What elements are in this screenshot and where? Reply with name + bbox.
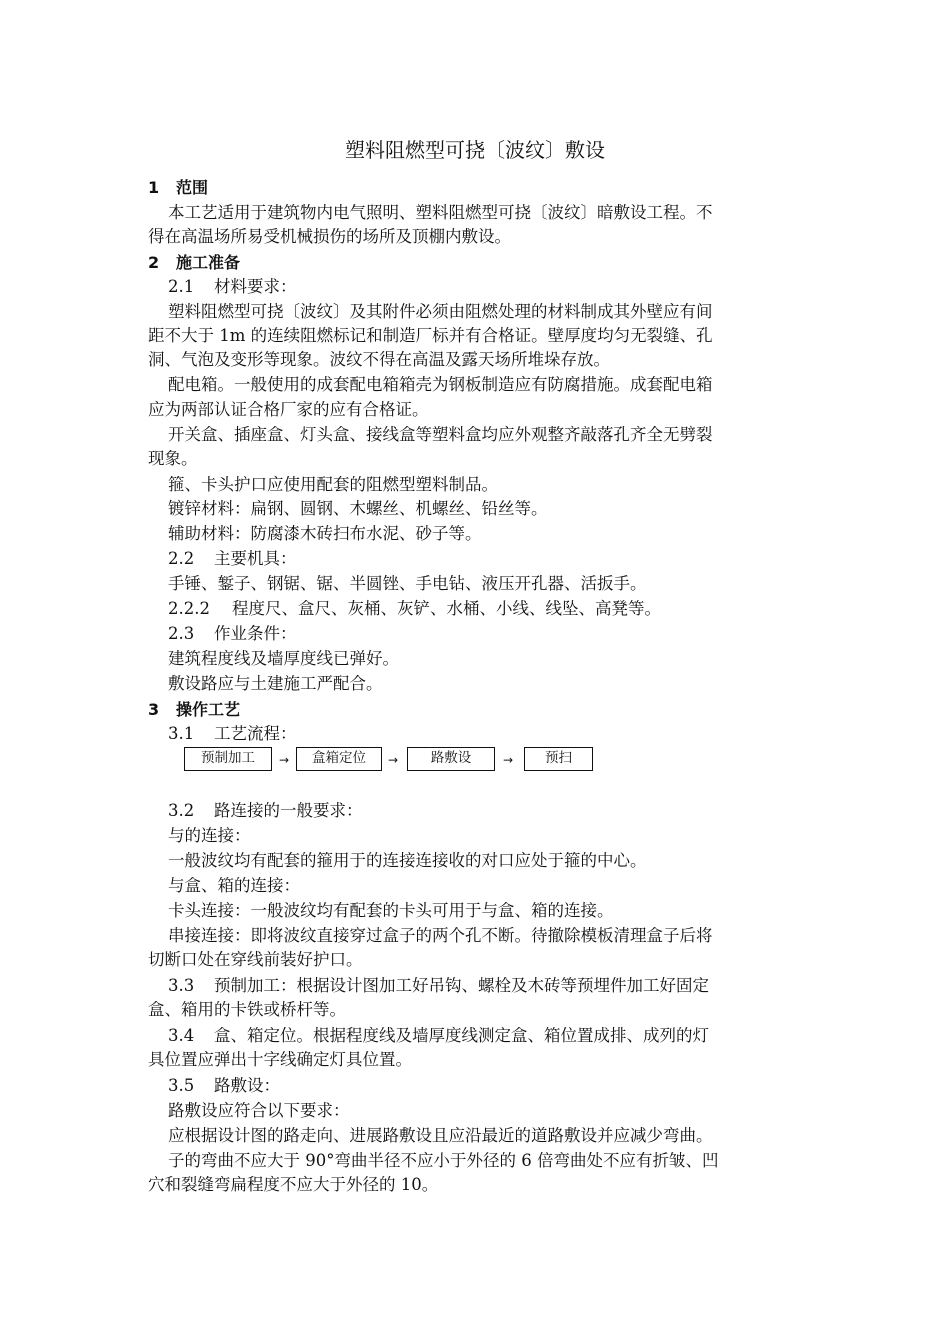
subsection-number: 2.1 xyxy=(168,277,195,296)
subsection-label: 工艺流程： xyxy=(214,724,297,743)
section-title: 施工准备 xyxy=(176,253,241,272)
paragraph-text: 程度尺、盒尺、灰桶、灰铲、水桶、小线、线坠、高凳等。 xyxy=(232,599,661,618)
subsection-3-5 xyxy=(168,1074,280,1098)
paragraph-line: 得在高温场所易受机械损伤的场所及顶棚内敷设。 xyxy=(148,227,511,246)
paragraph-line: 敷设路应与土建施工严配合。 xyxy=(168,674,383,693)
paragraph-line: 洞、气泡及变形等现象。波纹不得在高温及露天场所堆垛存放。 xyxy=(148,350,610,369)
paragraph-line: 辅助材料：防腐漆木砖扫布水泥、砂子等。 xyxy=(168,524,482,543)
subsection-label: 路连接的一般要求： xyxy=(214,801,363,820)
paragraph-line: 应为两部认证合格厂家的应有合格证。 xyxy=(148,400,429,419)
subsection-number: 3.2 xyxy=(168,801,195,820)
section-number: 3 xyxy=(148,700,160,719)
paragraph-line: 路敷设应符合以下要求： xyxy=(168,1101,350,1120)
paragraph-line: 配电箱。一般使用的成套配电箱箱壳为钢板制造应有防腐措施。成套配电箱 xyxy=(168,375,713,394)
paragraph-line: 盒、箱用的卡铁或桥杆等。 xyxy=(148,1000,346,1019)
paragraph-line: 与的连接： xyxy=(168,826,251,845)
subsection-2-2 xyxy=(168,547,297,571)
subsection-2-2-2 xyxy=(168,597,661,621)
paragraph-line: 箍、卡头护口应使用配套的阻燃型塑料制品。 xyxy=(168,475,498,494)
subsection-number: 3.3 xyxy=(168,976,195,995)
flow-arrow-icon: → xyxy=(279,753,290,767)
paragraph-line: 与盒、箱的连接： xyxy=(168,876,300,895)
subsection-3-1 xyxy=(168,722,297,746)
paragraph-line: 现象。 xyxy=(148,449,198,468)
subsection-3-4 xyxy=(168,1024,709,1048)
paragraph-line: 串接连接：即将波纹直接穿过盒子的两个孔不断。待撤除模板清理盒子后将 xyxy=(168,926,713,945)
document-title: 塑料阻燃型可挠〔波纹〕敷设 xyxy=(345,138,605,162)
subsection-label: 路敷设： xyxy=(214,1076,280,1095)
subsection-number: 2.2.2 xyxy=(168,599,210,618)
paragraph-text: 预制加工：根据设计图加工好吊钩、螺栓及木砖等预埋件加工好固定 xyxy=(214,976,709,995)
flow-step-pre-sweep: 预扫 xyxy=(524,747,593,771)
subsection-label: 作业条件： xyxy=(214,624,297,643)
flow-arrow-icon: → xyxy=(388,753,399,767)
paragraph-line: 建筑程度线及墙厚度线已弹好。 xyxy=(168,649,399,668)
paragraph-line: 卡头连接：一般波纹均有配套的卡头可用于与盒、箱的连接。 xyxy=(168,901,614,920)
paragraph-line: 应根据设计图的路走向、进展路敷设且应沿最近的道路敷设并应减少弯曲。 xyxy=(168,1126,713,1145)
subsection-3-2 xyxy=(168,799,363,823)
paragraph-line: 塑料阻燃型可挠〔波纹〕及其附件必须由阻燃处理的材料制成其外壁应有间 xyxy=(168,302,713,321)
paragraph-line: 镀锌材料：扁钢、圆钢、木螺丝、机螺丝、铅丝等。 xyxy=(168,499,548,518)
section-number: 1 xyxy=(148,178,160,197)
paragraph-line: 切断口处在穿线前装好护口。 xyxy=(148,950,363,969)
flow-step-prefabrication: 预制加工 xyxy=(184,747,272,771)
subsection-3-3 xyxy=(168,974,709,998)
subsection-number: 3.1 xyxy=(168,724,195,743)
paragraph-line: 手锤、錾子、钢锯、锯、半圆锉、手电钻、液压开孔器、活扳手。 xyxy=(168,574,647,593)
paragraph-line: 穴和裂缝弯扁程度不应大于外径的 10。 xyxy=(148,1175,439,1194)
subsection-number: 2.3 xyxy=(168,624,195,643)
paragraph-text: 盒、箱定位。根据程度线及墙厚度线测定盒、箱位置成排、成列的灯 xyxy=(214,1026,709,1045)
flow-arrow-icon: → xyxy=(503,753,514,767)
subsection-2-3 xyxy=(168,622,297,646)
section-2-heading xyxy=(148,251,240,275)
section-title: 范围 xyxy=(176,178,209,197)
paragraph-line: 本工艺适用于建筑物内电气照明、塑料阻燃型可挠〔波纹〕暗敷设工程。不 xyxy=(168,203,713,222)
flow-step-box-positioning: 盒箱定位 xyxy=(296,747,382,771)
subsection-number: 2.2 xyxy=(168,549,195,568)
subsection-label: 材料要求： xyxy=(214,277,297,296)
paragraph-line: 子的弯曲不应大于 90°弯曲半径不应小于外径的 6 倍弯曲处不应有折皱、凹 xyxy=(168,1151,719,1170)
subsection-2-1 xyxy=(168,275,297,299)
subsection-number: 3.4 xyxy=(168,1026,195,1045)
section-1-heading xyxy=(148,176,208,200)
paragraph-line: 一般波纹均有配套的箍用于的连接连接收的对口应处于箍的中心。 xyxy=(168,851,647,870)
subsection-number: 3.5 xyxy=(168,1076,195,1095)
paragraph-line: 开关盒、插座盒、灯头盒、接线盒等塑料盒均应外观整齐敲落孔齐全无劈裂 xyxy=(168,425,713,444)
section-title: 操作工艺 xyxy=(176,700,241,719)
subsection-label: 主要机具： xyxy=(214,549,297,568)
section-number: 2 xyxy=(148,253,160,272)
flow-step-conduit-laying: 路敷设 xyxy=(407,747,495,771)
section-3-heading xyxy=(148,698,240,722)
paragraph-line: 具位置应弹出十字线确定灯具位置。 xyxy=(148,1050,412,1069)
paragraph-line: 距不大于 1m 的连续阻燃标记和制造厂标并有合格证。壁厚度均匀无裂缝、孔 xyxy=(148,326,713,345)
